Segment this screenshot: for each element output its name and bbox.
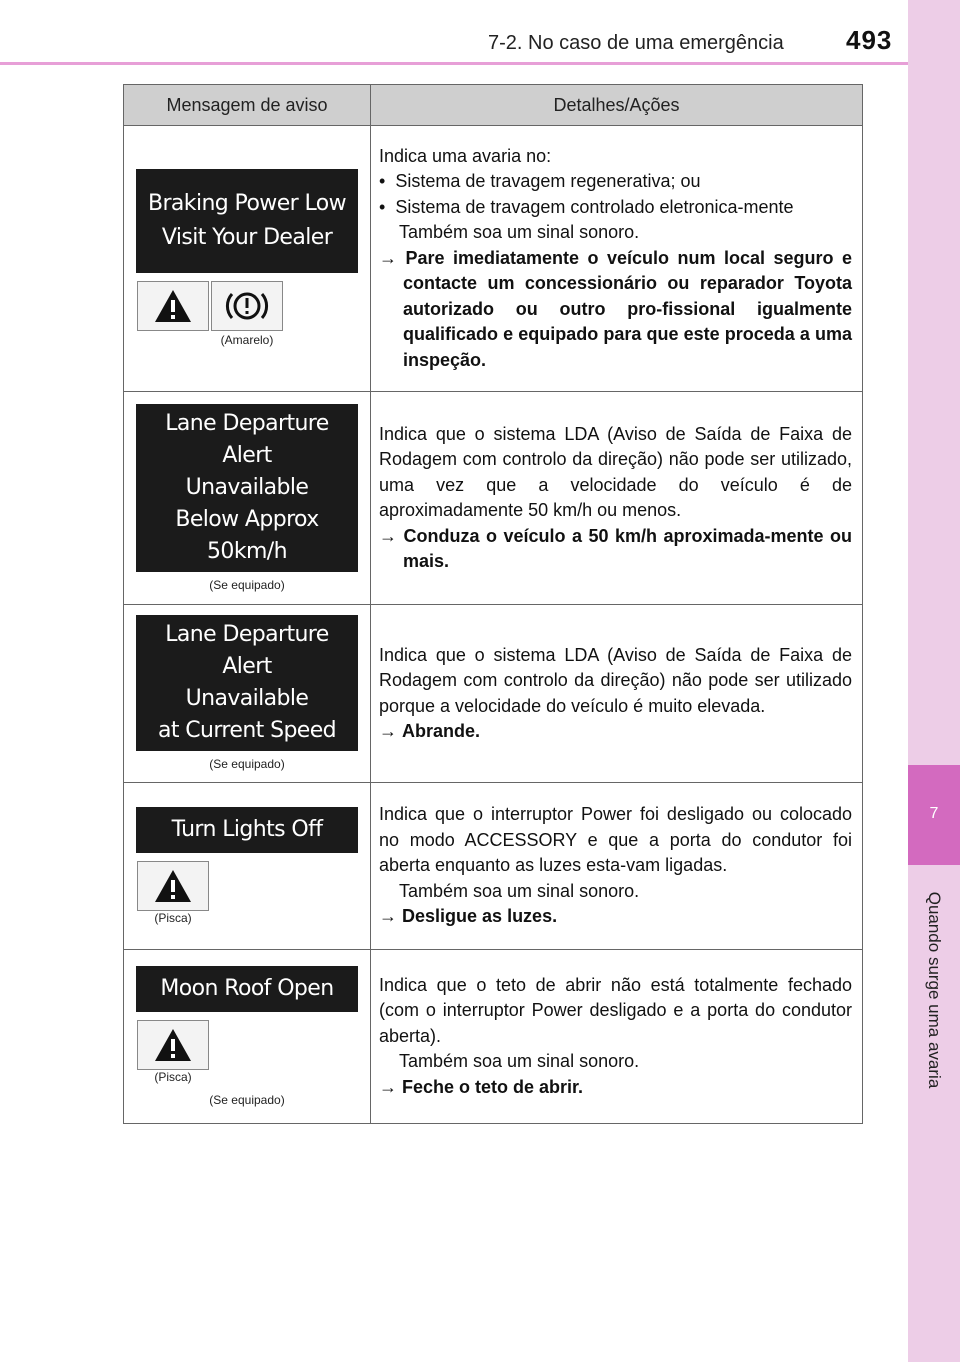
message-cell	[124, 126, 371, 392]
detail-note: Também soa um sinal sonoro.	[399, 880, 640, 901]
master-warning-icon	[137, 861, 209, 911]
message-cell	[124, 783, 371, 950]
table-row	[124, 783, 863, 950]
message-cell	[124, 605, 371, 783]
details-cell	[371, 950, 863, 1124]
action-text: Abrande.	[402, 721, 481, 741]
display-line: 50km/h	[207, 538, 287, 564]
detail-note: Também soa um sinal sonoro.	[399, 222, 640, 243]
page-number: 493	[846, 25, 893, 55]
message-cell	[124, 950, 371, 1124]
display-line: Lane Departure	[165, 410, 329, 436]
message-cell	[124, 392, 371, 605]
bullet-text: Sistema de travagem controlado eletronica-mente	[395, 196, 794, 217]
master-warning-icon	[137, 1020, 209, 1070]
equipment-caption: (Se equipado)	[209, 1092, 285, 1107]
col-header-details: Detalhes/Ações	[371, 85, 863, 126]
chapter-title-text: Quando surge uma avaria	[925, 891, 944, 1089]
icon-caption: (Pisca)	[154, 910, 192, 925]
detail-note: Também soa um sinal sonoro.	[399, 1051, 640, 1072]
display-moon-roof-open	[136, 966, 358, 1012]
display-lane-departure-speed	[136, 615, 358, 751]
arrow-mark: →	[379, 721, 397, 741]
details-cell	[371, 605, 863, 783]
icon-caption: (Pisca)	[154, 1069, 192, 1084]
icon-group	[137, 1020, 357, 1085]
display-turn-lights-off	[136, 807, 358, 853]
detail-action	[379, 719, 852, 745]
bullet-mark: •	[379, 196, 386, 217]
display-line: Visit Your Dealer	[161, 225, 333, 250]
display-lane-departure-below	[136, 404, 358, 572]
display-line: Turn Lights Off	[171, 816, 323, 842]
detail-bullet	[379, 195, 852, 221]
chapter-number: 7	[929, 805, 939, 822]
header-rule	[0, 62, 908, 65]
display-line: Unavailable	[185, 686, 309, 711]
action-text: Pare imediatamente o veículo num local seguro e contacte um concessionário ou reparador Toyota autorizado ou outro pro-fissional igualmente qualificado e equipado para que este proceda a uma inspeção.	[403, 247, 852, 370]
warning-table	[123, 84, 863, 1124]
detail-action	[379, 246, 852, 374]
details-cell	[371, 126, 863, 392]
table-row	[124, 605, 863, 783]
arrow-mark: →	[379, 906, 397, 927]
icon-group	[137, 861, 357, 926]
arrow-mark: →	[379, 247, 397, 268]
detail-text: Indica que o sistema LDA (Aviso de Saída de Faixa de Rodagem com controlo da direção) não pode ser utilizado, uma vez que a velocidade do veículo é de aproximadamente 50 km/h ou menos.	[379, 423, 852, 520]
display-line: Braking Power Low	[147, 191, 346, 216]
detail-text: Indica que o teto de abrir não está totalmente fechado (com o interruptor Power desligado e a porta do condutor aberta).	[379, 974, 852, 1046]
icon-caption: (Se equipado)	[209, 577, 285, 592]
bullet-mark: •	[379, 171, 386, 192]
detail-intro: Indica uma avaria no:	[379, 145, 552, 166]
table-row	[124, 392, 863, 605]
detail-bullet	[379, 169, 852, 195]
details-cell	[371, 392, 863, 605]
warning-icons	[137, 281, 357, 331]
display-line: Unavailable	[185, 474, 309, 500]
chapter-tab	[908, 0, 960, 1362]
col-header-message: Mensagem de aviso	[124, 85, 371, 126]
detail-action	[379, 1075, 852, 1101]
display-line: Moon Roof Open	[160, 975, 334, 1001]
section-title: 7-2. No caso de uma emergência	[488, 32, 784, 54]
icon-caption: (Se equipado)	[209, 757, 285, 771]
details-cell	[371, 783, 863, 950]
bullet-text: Sistema de travagem regenerativa; ou	[395, 171, 701, 192]
display-line: at Current Speed	[157, 718, 337, 743]
detail-action	[379, 904, 852, 930]
display-line: Lane Departure	[165, 622, 329, 647]
action-text: Desligue as luzes.	[402, 906, 558, 927]
arrow-mark: →	[379, 525, 397, 546]
table-row	[124, 126, 863, 392]
arrow-mark: →	[379, 1076, 397, 1097]
detail-action	[379, 524, 852, 575]
table-row	[124, 950, 863, 1124]
icon-caption: (Amarelo)	[220, 333, 274, 347]
action-text: Conduza o veículo a 50 km/h aproximada-mente ou mais.	[403, 525, 852, 571]
master-warning-icon	[137, 281, 209, 331]
brake-warning-icon	[211, 281, 283, 331]
display-line: Below Approx	[175, 506, 319, 532]
action-text: Feche o teto de abrir.	[402, 1076, 584, 1097]
table-header-row	[124, 85, 863, 126]
detail-text: Indica que o sistema LDA (Aviso de Saída de Faixa de Rodagem com controlo da direção) não pode ser utilizado porque a velocidade do veículo é muito elevada.	[379, 644, 852, 716]
detail-text: Indica que o interruptor Power foi desligado ou colocado no modo ACCESSORY e que a porta do condutor foi aberta enquanto as luzes esta-vam ligadas.	[379, 804, 852, 876]
display-braking-power-low	[136, 169, 358, 273]
display-line: Alert	[222, 442, 272, 468]
display-line: Alert	[222, 654, 272, 679]
